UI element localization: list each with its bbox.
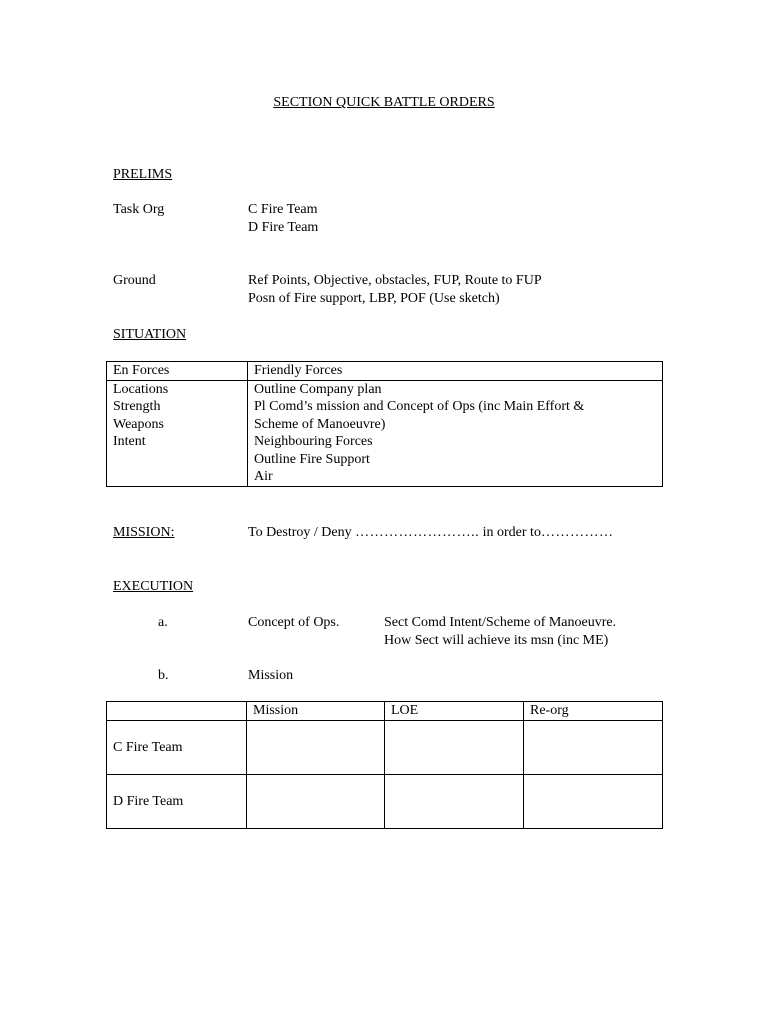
table-row [107, 775, 663, 829]
list-item: Locations [113, 381, 169, 397]
list-item: Outline Fire Support [254, 451, 370, 467]
table-cell [247, 721, 385, 775]
item-a-letter: a. [158, 615, 168, 630]
team-cell: D Fire Team [107, 775, 247, 829]
list-item: Outline Company plan [254, 381, 382, 397]
table-cell [524, 775, 663, 829]
mission-heading: MISSION: [113, 525, 175, 540]
item-b-letter: b. [158, 668, 169, 683]
item-a-line: Sect Comd Intent/Scheme of Manoeuvre. [384, 615, 617, 630]
table-header-cell: LOE [385, 702, 524, 721]
table-header-cell: Mission [247, 702, 385, 721]
en-forces-list [107, 380, 248, 486]
list-item: Intent [113, 434, 146, 449]
list-item: Neighbouring Forces [254, 434, 373, 449]
friendly-forces-header: Friendly Forces [248, 362, 663, 381]
table-header-cell: Re-org [524, 702, 663, 721]
table-row [107, 721, 663, 775]
mission-blank-1: …………………….. [355, 525, 480, 540]
table-cell [385, 775, 524, 829]
table-row [107, 380, 663, 486]
situation-table [106, 361, 663, 487]
task-org-label: Task Org [113, 202, 165, 217]
mission-text: To Destroy / Deny [248, 525, 356, 540]
list-item: Scheme of Manoeuvre) [254, 416, 386, 432]
en-forces-header: En Forces [107, 362, 248, 381]
table-cell [247, 775, 385, 829]
mission-statement [248, 524, 613, 541]
list-item: Strength [113, 399, 161, 414]
team-cell: C Fire Team [107, 721, 247, 775]
table-cell [524, 721, 663, 775]
friendly-forces-list [248, 380, 663, 486]
mission-text: in order to [479, 525, 541, 540]
list-item: Weapons [113, 416, 164, 432]
list-item: Pl Comd’s mission and Concept of Ops (inc Main Effort & [254, 399, 585, 414]
table-cell [385, 721, 524, 775]
table-row [107, 362, 663, 381]
ground-line: Posn of Fire support, LBP, POF (Use sketch) [248, 291, 500, 306]
mission-blank-2: …………… [540, 525, 614, 540]
mission-table [106, 701, 663, 829]
list-item: Air [254, 469, 273, 484]
execution-heading: EXECUTION [113, 579, 194, 594]
item-a-label: Concept of Ops. [248, 615, 340, 630]
item-b-label: Mission [248, 668, 294, 683]
task-org-line: D Fire Team [248, 220, 319, 235]
item-a-line: How Sect will achieve its msn (inc ME) [384, 633, 609, 648]
table-header-row [107, 702, 663, 721]
page-title: SECTION QUICK BATTLE ORDERS [273, 95, 495, 110]
task-org-line: C Fire Team [248, 202, 318, 217]
ground-line: Ref Points, Objective, obstacles, FUP, Route to FUP [248, 273, 542, 288]
situation-heading: SITUATION [113, 327, 187, 342]
table-header-cell [107, 702, 247, 721]
ground-label: Ground [113, 273, 156, 288]
prelims-heading: PRELIMS [113, 167, 173, 182]
